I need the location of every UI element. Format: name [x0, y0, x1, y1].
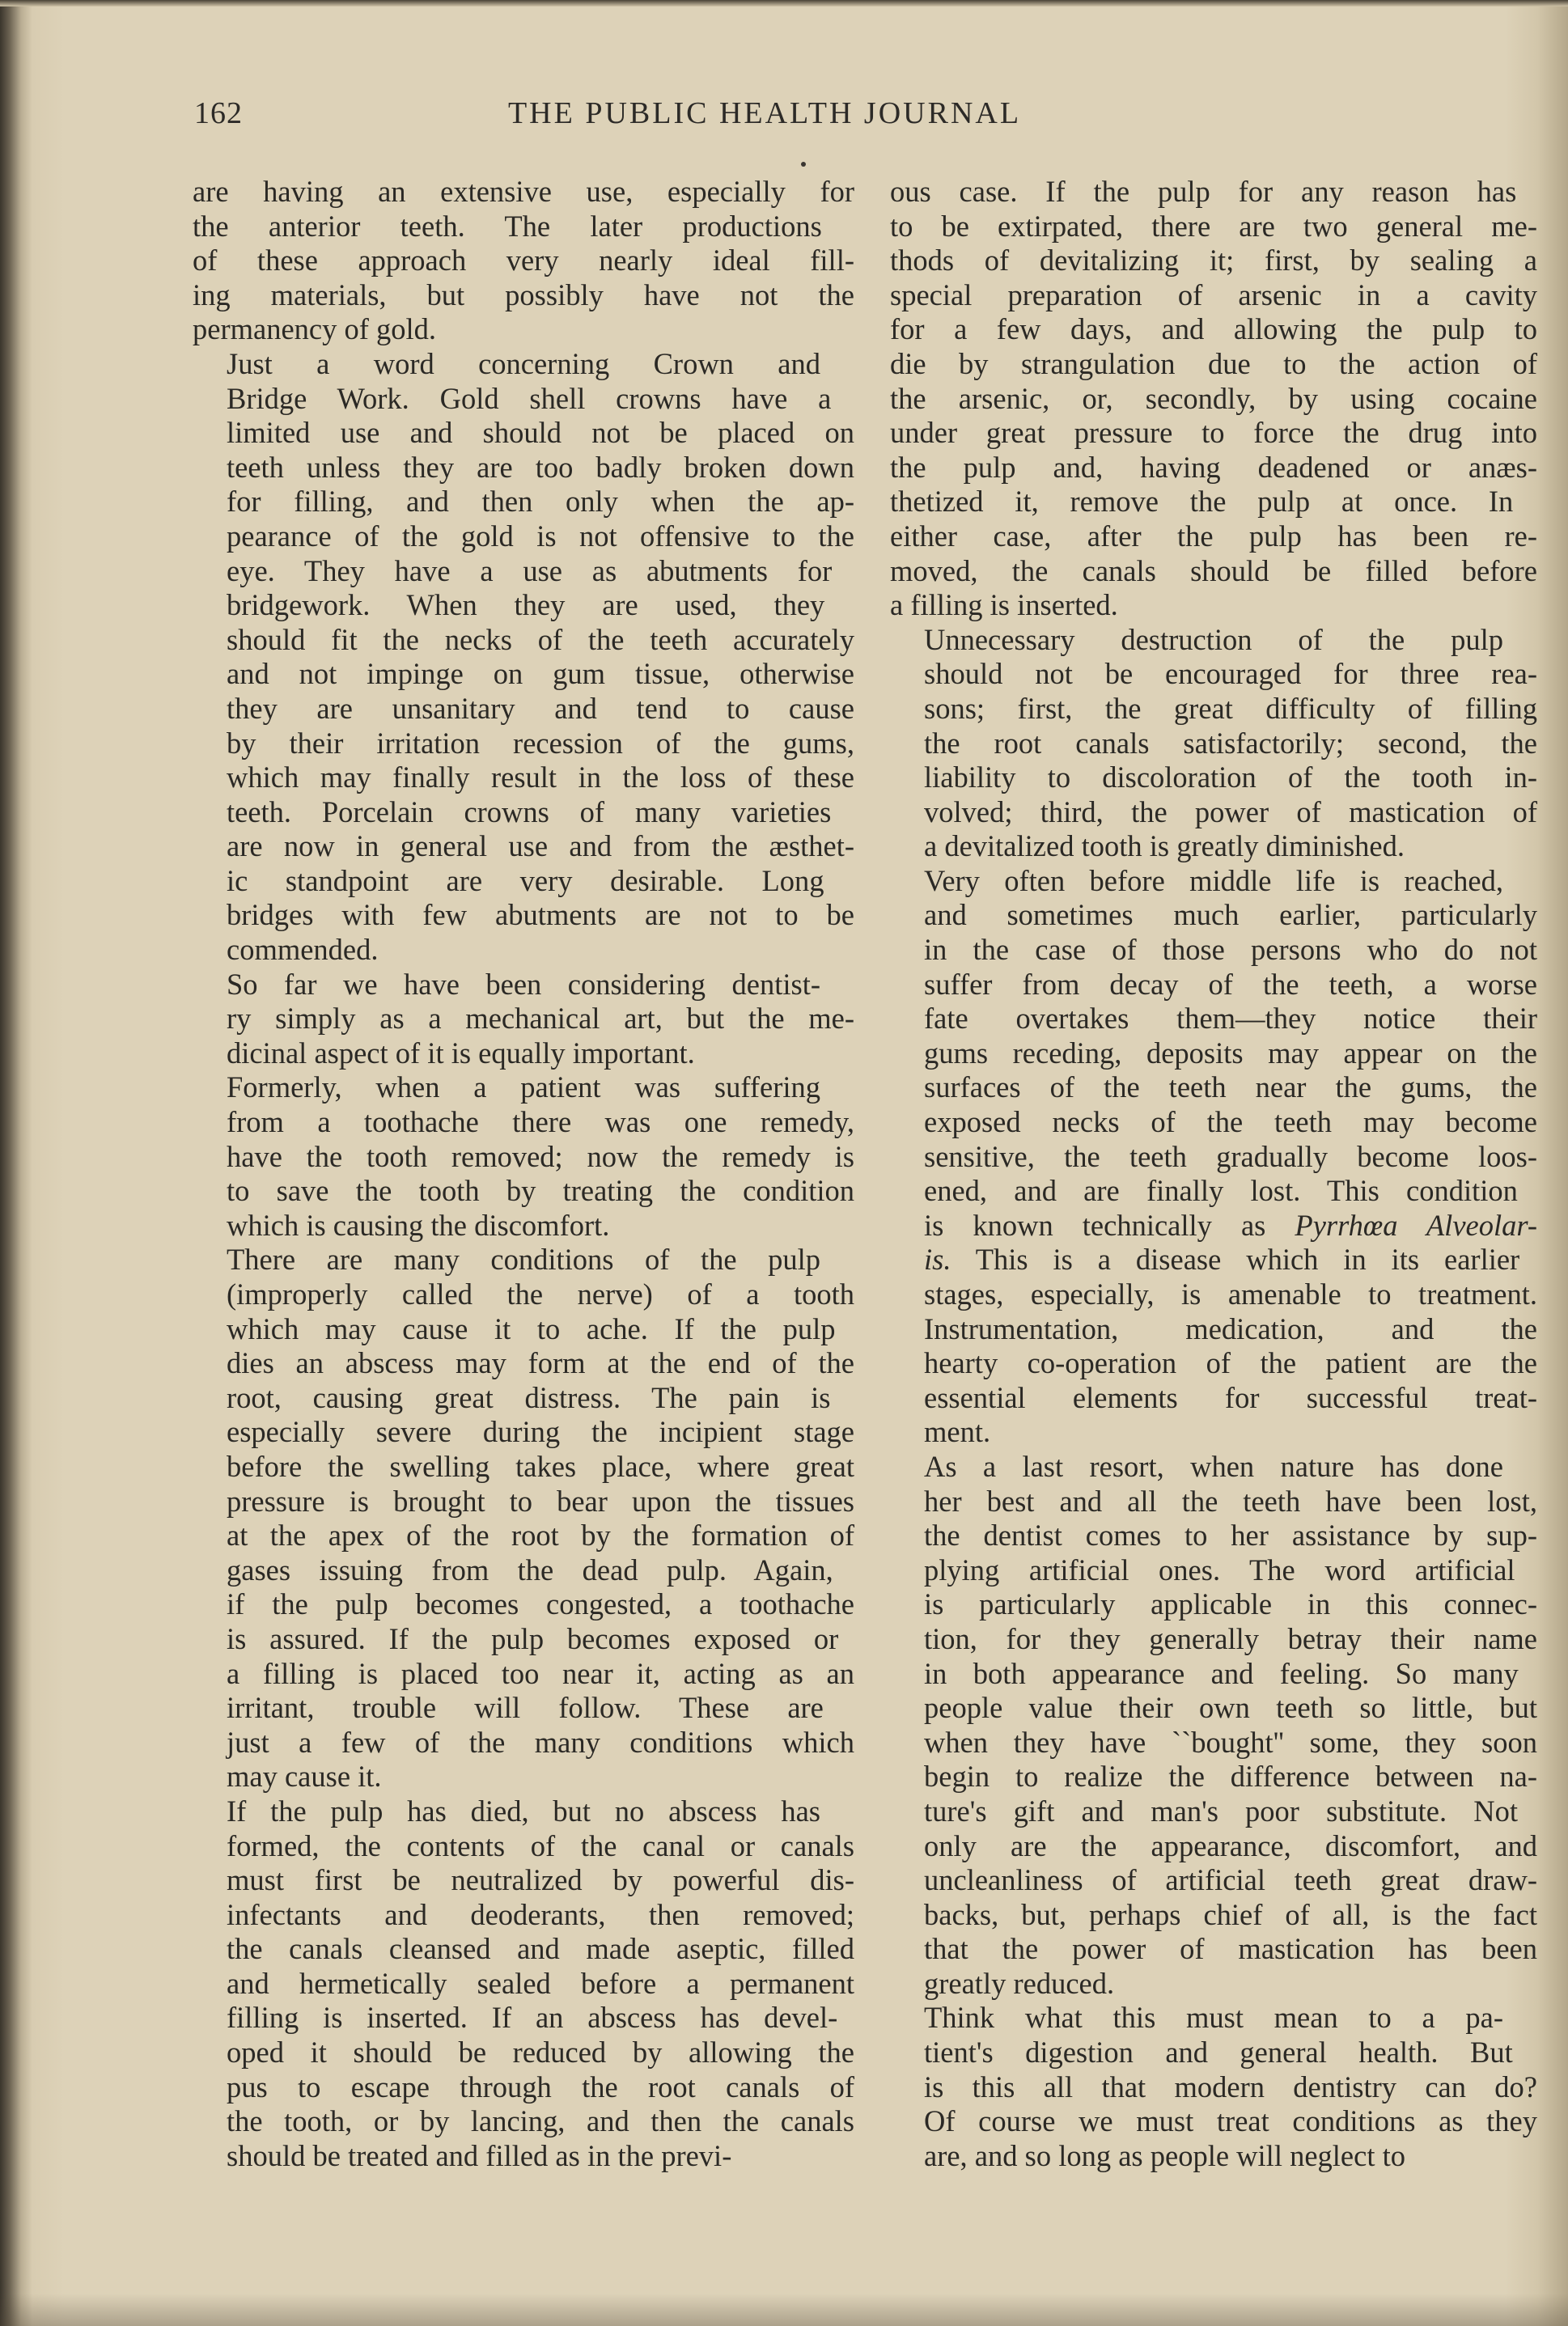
text-line: surfaces of the teeth near the gums, the: [924, 1070, 1537, 1104]
text-line: If the pulp has died, but no abscess has: [227, 1794, 820, 1828]
left-column-paragraph: [193, 1794, 854, 2174]
text-line: gases issuing from the dead pulp. Again,: [227, 1553, 833, 1587]
text-line: her best and all the teeth have been lost,: [924, 1484, 1537, 1518]
text-line: greatly reduced.: [924, 1966, 1115, 2000]
text-line: pearance of the gold is not offensive to the: [227, 519, 854, 553]
left-column-paragraph: [193, 175, 854, 347]
text-line: the pulp and, having deadened or anæs-: [890, 450, 1537, 484]
text-line: exposed necks of the teeth may become: [924, 1105, 1537, 1139]
text-line: to be extirpated, there are two general me-: [890, 209, 1537, 243]
text-line: permanency of gold.: [193, 312, 437, 346]
text-line: the canals cleansed and made aseptic, filled: [227, 1932, 854, 1966]
text-line: Instrumentation, medication, and the: [924, 1311, 1537, 1345]
text-line: under great pressure to force the drug into: [890, 416, 1537, 450]
right-column-paragraph: [890, 2001, 1537, 2173]
text-line: commended.: [227, 933, 379, 967]
text-line: especially severe during the incipient stage: [227, 1415, 854, 1449]
text-line: backs, but, perhaps chief of all, is the fact: [924, 1897, 1537, 1931]
text-line: tion, for they generally betray their name: [924, 1621, 1537, 1655]
text-line: ous case. If the pulp for any reason has: [890, 175, 1517, 208]
text-line: for a few days, and allowing the pulp to: [890, 312, 1537, 346]
text-line: thetized it, remove the pulp at once. In: [890, 485, 1514, 519]
left-column-paragraph: [193, 347, 854, 968]
text-line: pus to escape through the root canals of: [227, 2070, 854, 2104]
text-line: if the pulp becomes congested, a toothache: [227, 1587, 854, 1621]
text-line: ture's gift and man's poor substitute. Not: [924, 1794, 1518, 1828]
page-bottom-shadow: [0, 2294, 1568, 2326]
text-line: which may finally result in the loss of these: [227, 761, 854, 794]
running-title: THE PUBLIC HEALTH JOURNAL: [507, 96, 1022, 130]
text-line: hearty co-operation of the patient are the: [924, 1346, 1537, 1380]
text-line: dicinal aspect of it is equally important.: [227, 1036, 695, 1070]
text-line: is assured. If the pulp becomes exposed or: [227, 1621, 839, 1655]
left-column: [193, 175, 854, 2173]
text-line: is particularly applicable in this connec-: [924, 1587, 1537, 1621]
text-line: just a few of the many conditions which: [227, 1725, 854, 1759]
text-line: is. This is a disease which in its earlier: [924, 1243, 1520, 1277]
text-line: Of course we must treat conditions as they: [924, 2104, 1537, 2138]
text-line: eye. They have a use as abutments for: [227, 553, 833, 587]
text-line: in both appearance and feeling. So many: [924, 1656, 1519, 1690]
text-line: suffer from decay of the teeth, a worse: [924, 967, 1537, 1001]
text-line: and not impinge on gum tissue, otherwise: [227, 657, 854, 691]
page-top-edge: [0, 0, 1568, 6]
text-line: they are unsanitary and tend to cause: [227, 691, 854, 725]
text-line: bridgework. When they are used, they: [227, 588, 825, 622]
text-line: is known technically as Pyrrhœa Alveolar-: [924, 1208, 1537, 1242]
text-line: infectants and deoderants, then removed;: [227, 1897, 854, 1931]
text-line: uncleanliness of artificial teeth great draw-: [924, 1863, 1537, 1897]
text-line: the anterior teeth. The later productions: [193, 209, 822, 243]
text-line: which may cause it to ache. If the pulp: [227, 1311, 836, 1345]
scientific-term: Pyrrhœa Alveolar-: [1295, 1208, 1537, 1242]
text-line: filling is inserted. If an abscess has devel-: [227, 2001, 838, 2035]
text-line: As a last resort, when nature has done: [924, 1449, 1503, 1483]
text-line: (improperly called the nerve) of a tooth: [227, 1277, 854, 1311]
text-line: when they have ``bought'' some, they soon: [924, 1725, 1537, 1759]
text-line: pressure is brought to bear upon the tissues: [227, 1484, 854, 1518]
text-line: teeth unless they are too badly broken down: [227, 450, 854, 484]
text-line: only are the appearance, discomfort, and: [924, 1828, 1537, 1862]
page-header: [186, 95, 1343, 144]
text-line: ened, and are finally lost. This condition: [924, 1174, 1518, 1208]
text-line: There are many conditions of the pulp: [227, 1243, 820, 1277]
print-speck: [801, 162, 806, 167]
text-line: oped it should be reduced by allowing the: [227, 2036, 854, 2070]
text-line: which is causing the discomfort.: [227, 1208, 610, 1242]
text-line: may cause it.: [227, 1760, 382, 1794]
text-line: liability to discoloration of the tooth in-: [924, 761, 1537, 794]
text-line: to save the tooth by treating the condition: [227, 1174, 854, 1208]
text-line: formed, the contents of the canal or canals: [227, 1828, 854, 1862]
text-line: are now in general use and from the æsthet-: [227, 829, 854, 863]
text-line: should be treated and filled as in the previ-: [227, 2138, 732, 2172]
text-line: gums receding, deposits may appear on the: [924, 1036, 1537, 1070]
text-line: from a toothache there was one remedy,: [227, 1105, 854, 1139]
text-line: Unnecessary destruction of the pulp: [924, 622, 1503, 656]
right-column: [890, 175, 1537, 2173]
text-line: the root canals satisfactorily; second, the: [924, 726, 1537, 760]
text-line: a filling is inserted.: [890, 588, 1118, 622]
text-line: ry simply as a mechanical art, but the me-: [227, 1002, 854, 1036]
text-line: either case, after the pulp has been re-: [890, 519, 1537, 553]
text-line: that the power of mastication has been: [924, 1932, 1537, 1966]
text-line: sons; first, the great difficulty of filling: [924, 691, 1537, 725]
text-line: should not be encouraged for three rea-: [924, 657, 1537, 691]
text-line: Formerly, when a patient was suffering: [227, 1070, 820, 1104]
text-line: begin to realize the difference between na-: [924, 1760, 1537, 1794]
text-line: die by strangulation due to the action of: [890, 346, 1537, 380]
text-line: ing materials, but possibly have not the: [193, 278, 854, 311]
text-line: have the tooth removed; now the remedy is: [227, 1139, 854, 1173]
text-line: teeth. Porcelain crowns of many varieties: [227, 794, 832, 828]
text-line: the tooth, or by lancing, and then the canals: [227, 2104, 854, 2138]
text-line: in the case of those persons who do not: [924, 933, 1537, 967]
right-column-paragraph: [890, 175, 1537, 623]
text-line: volved; third, the power of mastication of: [924, 794, 1537, 828]
text-line: So far we have been considering dentist-: [227, 967, 820, 1001]
left-column-paragraph: [193, 1243, 854, 1794]
scientific-term: is.: [924, 1243, 951, 1277]
right-column-paragraph: [890, 1450, 1537, 2002]
text-line: essential elements for successful treat-: [924, 1380, 1537, 1414]
left-column-paragraph: [193, 1070, 854, 1243]
text-line: and sometimes much earlier, particularly: [924, 898, 1537, 932]
text-line: bridges with few abutments are not to be: [227, 898, 854, 932]
page-number: 162: [194, 96, 243, 130]
text-line: dies an abscess may form at the end of the: [227, 1346, 854, 1380]
text-line: stages, especially, is amenable to treatment.: [924, 1277, 1537, 1311]
text-line: a devitalized tooth is greatly diminished.: [924, 829, 1405, 863]
left-column-paragraph: [193, 968, 854, 1071]
text-line: at the apex of the root by the formation of: [227, 1519, 854, 1553]
text-line: Bridge Work. Gold shell crowns have a: [227, 381, 832, 415]
text-line: tient's digestion and general health. But: [924, 2036, 1513, 2070]
text-line: people value their own teeth so little, but: [924, 1691, 1537, 1725]
text-line: limited use and should not be placed on: [227, 416, 854, 450]
text-line: special preparation of arsenic in a cavity: [890, 278, 1537, 311]
text-line: irritant, trouble will follow. These are: [227, 1691, 824, 1725]
text-line: fate overtakes them—they notice their: [924, 1002, 1537, 1036]
text-line: by their irritation recession of the gums,: [227, 726, 854, 760]
text-line: before the swelling takes place, where great: [227, 1449, 854, 1483]
text-line: should fit the necks of the teeth accurately: [227, 622, 854, 656]
text-line: Just a word concerning Crown and: [227, 346, 820, 380]
text-line: and hermetically sealed before a permanent: [227, 1966, 854, 2000]
text-line: plying artificial ones. The word artificial: [924, 1553, 1515, 1587]
text-line: Very often before middle life is reached,: [924, 863, 1503, 897]
text-line: must first be neutralized by powerful dis-: [227, 1863, 854, 1897]
text-line: thods of devitalizing it; first, by sealing a: [890, 244, 1537, 278]
text-line: for filling, and then only when the ap-: [227, 485, 854, 519]
text-line: a filling is placed too near it, acting as an: [227, 1656, 854, 1690]
text-line: ic standpoint are very desirable. Long: [227, 863, 824, 897]
text-line: are, and so long as people will neglect to: [924, 2138, 1405, 2172]
text-line: the arsenic, or, secondly, by using cocaine: [890, 381, 1537, 415]
text-line: of these approach very nearly ideal fill-: [193, 244, 854, 278]
right-column-paragraph: [890, 864, 1537, 1450]
text-line: the dentist comes to her assistance by sup-: [924, 1519, 1537, 1553]
text-line: Think what this must mean to a pa-: [924, 2001, 1503, 2035]
text-line: root, causing great distress. The pain is: [227, 1380, 831, 1414]
right-column-paragraph: [890, 623, 1537, 864]
text-line: sensitive, the teeth gradually become loos-: [924, 1139, 1537, 1173]
text-line: ment.: [924, 1415, 991, 1449]
text-line: is this all that modern dentistry can do?: [924, 2070, 1537, 2104]
text-line: moved, the canals should be filled before: [890, 553, 1537, 587]
text-line: are having an extensive use, especially for: [193, 175, 854, 208]
